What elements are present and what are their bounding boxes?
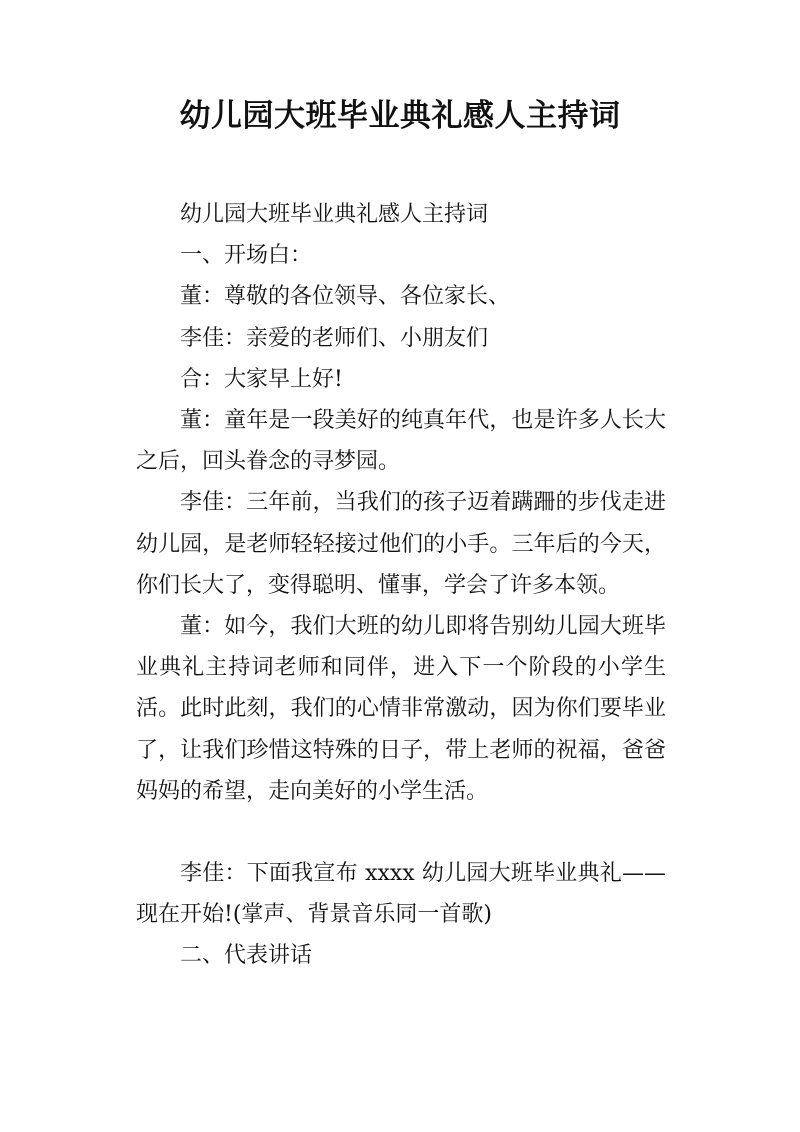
paragraph-subtitle: 幼儿园大班毕业典礼感人主持词 (180, 202, 489, 227)
paragraph-section-opening: 一、开场白： (180, 243, 313, 269)
paragraph-lijia-three-years: 李佳：三年前，当我们的孩子迈着蹒跚的步伐走进幼儿园，是老师轻轻接过他们的小手。三年后的今天，你们长大了，变得聪明、懂事，学会了许多本领。 (136, 490, 666, 598)
paragraph-lijia-greeting: 李佳：亲爱的老师们、小朋友们 (180, 325, 489, 351)
paragraph-lijia-announcement: 李佳：下面我宣布 xxxx 幼儿园大班毕业典礼——现在开始!(掌声、背景音乐同一首歌) (136, 861, 666, 928)
paragraph-section-speech: 二、代表讲话 (180, 943, 313, 969)
document-title: 幼儿园大班毕业典礼感人主持词 (179, 98, 621, 134)
paragraph-dong-childhood: 董：童年是一段美好的纯真年代，也是许多人长大之后，回头眷念的寻梦园。 (136, 408, 666, 475)
paragraph-dong-greeting: 董：尊敬的各位领导、各位家长、 (180, 284, 511, 310)
paragraph-dong-graduation: 董：如今，我们大班的幼儿即将告别幼儿园大班毕业典礼主持词老师和同伴，进入下一个阶段的小学生活。此时此刻，我们的心情非常激动，因为你们要毕业了，让我们珍惜这特殊的日子，带上老师的祝福，爸爸妈妈的希望，走向美好的小学生活。 (136, 614, 666, 804)
paragraph-spacer (136, 812, 666, 853)
paragraph-together-greeting: 合：大家早上好! (180, 366, 343, 392)
document-body (136, 194, 666, 977)
